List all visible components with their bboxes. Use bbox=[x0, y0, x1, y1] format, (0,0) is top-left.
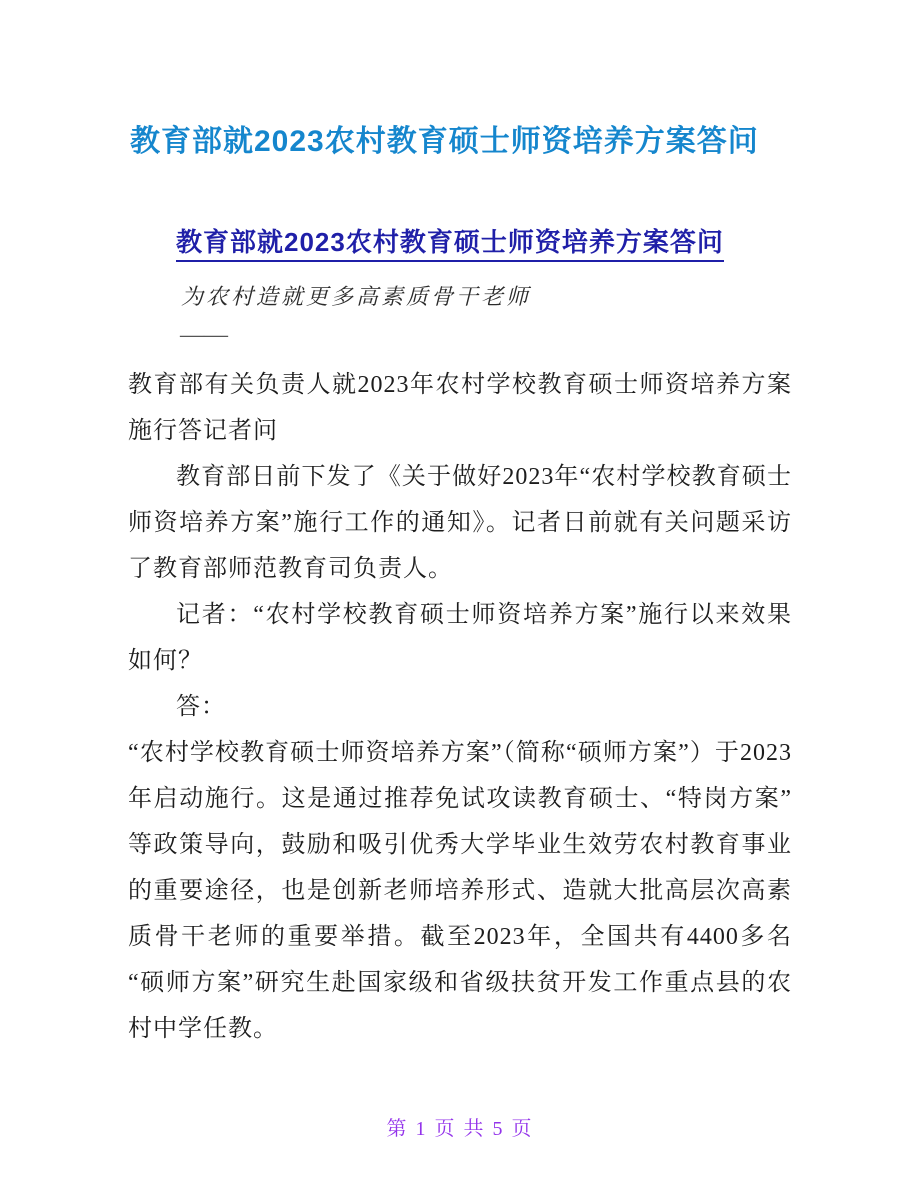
document-title: 教育部就2023农村教育硕士师资培养方案答问 bbox=[130, 125, 759, 158]
section-heading: 教育部就2023农村教育硕士师资培养方案答问 bbox=[176, 222, 724, 262]
subtitle-byline: 为农村造就更多高素质骨干老师 bbox=[181, 284, 532, 309]
body-paragraph: 教育部有关负责人就2023年农村学校教育硕士师资培养方案施行答记者问 bbox=[128, 372, 792, 444]
document-body bbox=[128, 362, 792, 1052]
page-footer: 第 1 页 共 5 页 bbox=[386, 1118, 534, 1140]
body-paragraph: 记者：“农村学校教育硕士师资培养方案”施行以来效果如何？ bbox=[128, 602, 792, 674]
body-paragraph: “农村学校教育硕士师资培养方案”（简称“硕师方案”）于2023年启动施行。这是通过推荐免试攻读教育硕士、“特岗方案”等政策导向，鼓励和吸引优秀大学毕业生效劳农村教育事业的重要途径，也是创新老师培养形式、造就大批高层次高素质骨干老师的重要举措。截至2023年，全国共有4400多名“硕师方案”研究生赴国家级和省级扶贫开发工作重点县的农村中学任教。 bbox=[128, 740, 792, 1042]
body-paragraph: 答： bbox=[176, 694, 226, 720]
body-paragraph: 教育部日前下发了《关于做好2023年“农村学校教育硕士师资培养方案”施行工作的通知》。记者日前就有关问题采访了教育部师范教育司负责人。 bbox=[128, 464, 792, 582]
attribution-dash: —— bbox=[180, 322, 228, 348]
